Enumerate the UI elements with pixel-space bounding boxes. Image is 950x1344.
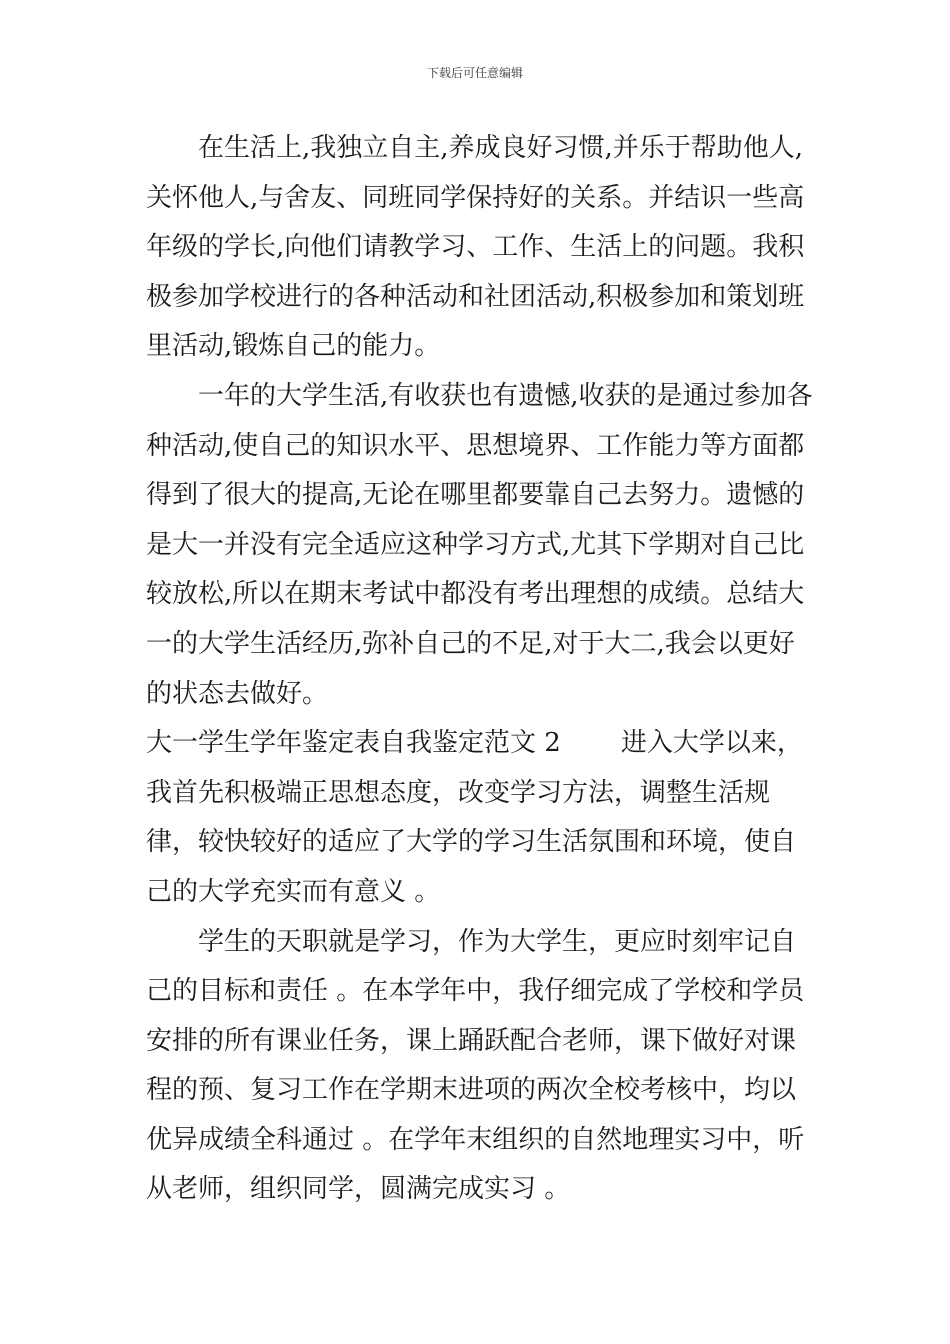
paragraph-reflection: 一年的大学生活,有收获也有遗憾,收获的是通过参加各种活动,使自己的知识水平、思想境界、工作能力等方面都得到了很大的提高,无论在哪里都要靠自己去努力。遗憾的是大一并没有完全适应这种学习方式,尤其下学期对自己比较放松,所以在期末考试中都没有考出理想的成绩。总结大一的大学生活经历,弥补自己的不足,对于大二,我会以更好的状态去做好。 [146,380,813,709]
document-body [146,124,814,1215]
section-title: 大一学生学年鉴定表自我鉴定范文 2 [146,728,561,759]
paragraph-life: 在生活上,我独立自主,养成良好习惯,并乐于帮助他人,关怀他人,与舍友、同班同学保持好的关系。并结识一些高年级的学长,向他们请教学习、工作、生活上的问题。我积极参加学校进行的各种活动和社团活动,积极参加和策划班里活动,锻炼自己的能力。 [146,133,805,362]
paragraph-study: 学生的天职就是学习，作为大学生，更应时刻牢记自己的目标和责任 。在本学年中，我仔细完成了学校和学员安排的所有课业任务，课上踊跃配合老师，课下做好对课程的预、复习工作在学期末进项的两次全校考核中，均以优异成绩全科通过 。在学年末组织的自然地理实习中，听从老师，组织同学，圆满完成实习 。 [146,926,805,1205]
page-header: 下载后可任意编辑 [426,66,523,80]
section-2-body: 进入大学以来，我首先积极端正思想态度，改变学习方法，调整生活规律，较快较好的适应了大学的学习生活氛围和环境，使自己的大学充实而有意义 。 [146,728,803,907]
paragraph-section-2 [146,719,814,917]
